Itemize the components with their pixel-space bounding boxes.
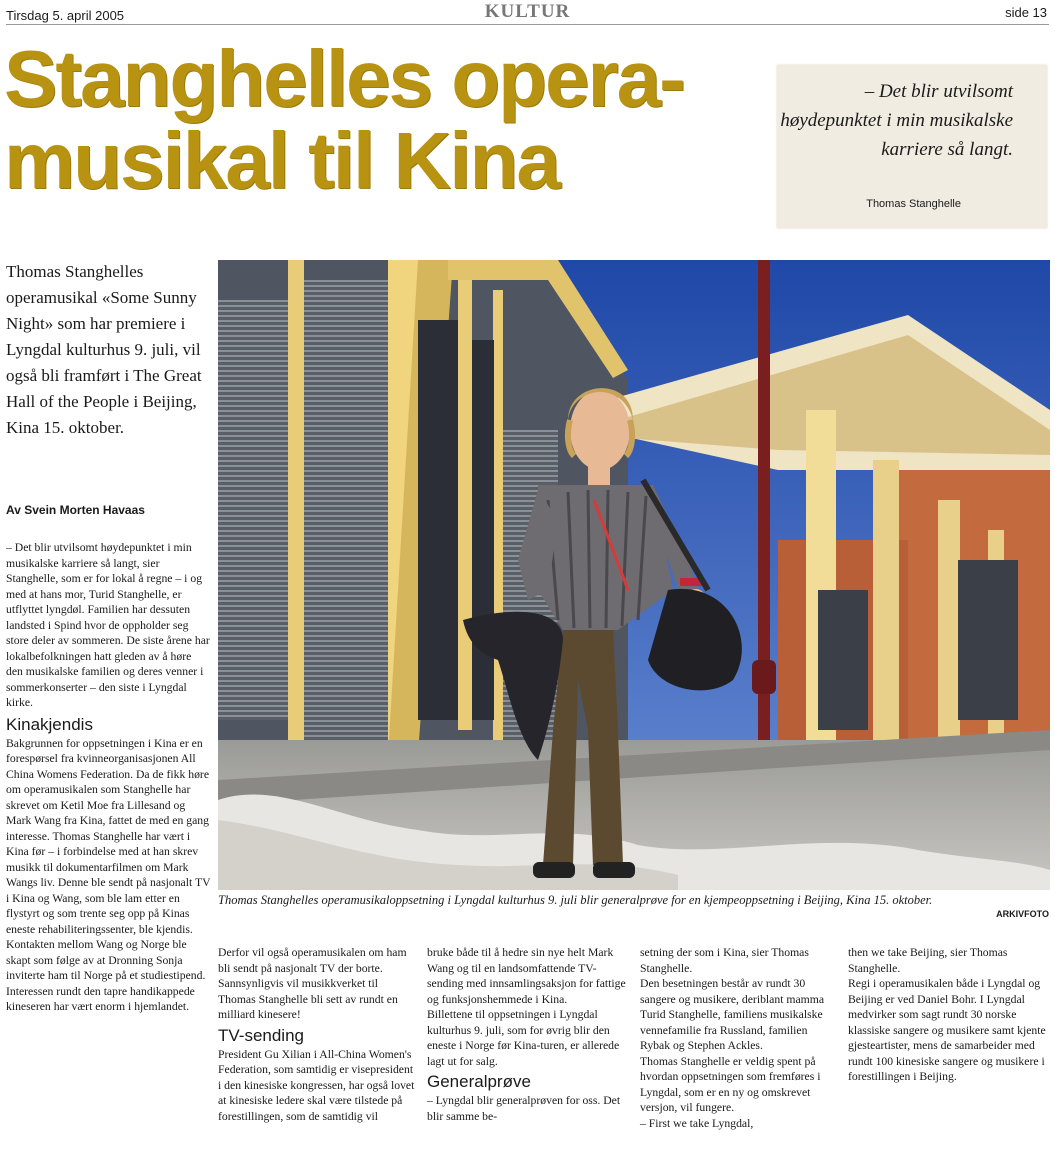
body-paragraph: Thomas Stanghelle er veldig spent på hvordan oppsetningen som fremføres i Lyngdal, som er en ny og omskrevet versjon, vil fungere. bbox=[640, 1054, 821, 1114]
body-column-5 bbox=[848, 945, 1048, 1085]
headline-line-1: Stanghelles opera- bbox=[4, 34, 684, 123]
body-column-4 bbox=[640, 945, 840, 1131]
masthead bbox=[0, 0, 1055, 28]
subhead-kinakjendis: Kinakjendis bbox=[6, 714, 93, 734]
photo-illustration bbox=[218, 260, 1050, 890]
article-intro: Thomas Stanghelles operamusikal «Some Sunny Night» som har premiere i Lyngdal kulturhus 9. juli, vil også bli framført i The Great Hall of the People i Beijing, Kina 15. oktober. bbox=[6, 262, 202, 437]
body-paragraph: Kontakten mellom Wang og Norge ble skapt som følge av at Dronning Sonja inviterte ham til Norge på et studiestipend. Interessen rundt den tapre handikappede kineseren har vært enorm i hjemlandet. bbox=[6, 938, 206, 1013]
body-paragraph: – Lyngdal blir generalprøven for oss. Det blir samme be- bbox=[427, 1094, 621, 1123]
subhead-tv-sending: TV-sending bbox=[218, 1025, 304, 1045]
issue-date: Tirsdag 5. april 2005 bbox=[6, 8, 125, 23]
byline: Av Svein Morten Havaas bbox=[6, 503, 145, 517]
masthead-rule bbox=[6, 24, 1049, 25]
article-photo bbox=[218, 260, 1050, 890]
pull-quote bbox=[777, 65, 1047, 228]
body-paragraph: Billettene til oppsetningen i Lyngdal kulturhus 9. juli, som for øvrig blir den eneste i Norge før Kina-turen, er allerede lagt ut for salg. bbox=[427, 1008, 620, 1068]
body-paragraph: – Det blir utvilsomt høydepunktet i min musikalske karriere så langt, sier Stanghelle, som er for lokal å regne – i og med at hans mor, Turid Stanghelle, er utflyttet lyngdøl. Familien har dessuten landsted i Spind hvor de oppholder seg store deler av sommeren. De siste årene har lokalbefolkningen hatt gleden av å høre den musikalske familien og deres venner i sommerkonserter – den siste i Lyngdal kirke. bbox=[6, 541, 210, 709]
body-paragraph: Den besetningen består av rundt 30 sangere og musikere, deriblant mamma Turid Stanghelle, familiens musikalske vennefamilie fra Russland, familien Rybak og Stephen Ackles. bbox=[640, 977, 825, 1052]
body-paragraph: – First we take Lyngdal, bbox=[640, 1116, 754, 1130]
body-paragraph: Derfor vil også operamusikalen om ham bli sendt på nasjonalt TV der borte. Sannsynligvis vil musikkverket til Thomas Stanghelle bli sett av rundt en milliard kinesere! bbox=[218, 946, 407, 1021]
photo-credit: ARKIVFOTO bbox=[996, 909, 1049, 919]
body-paragraph: President Gu Xilian i All-China Women's Federation, som samtidig er visepresident i den kinesiske kongressen, har også lovet at kinesiske ledere skal være tilstede på forestillingen, som de samtidig vil bbox=[218, 1047, 415, 1123]
pull-quote-author: Thomas Stanghelle bbox=[866, 198, 961, 210]
photo-caption: Thomas Stanghelles operamusikaloppsetning i Lyngdal kulturhus 9. juli blir generalprøve for en kjempeoppsetning i Beijing, Kina 15. oktober. bbox=[218, 893, 933, 907]
subhead-generalprove: Generalprøve bbox=[427, 1072, 531, 1091]
body-paragraph: Bakgrunnen for oppsetningen i Kina er en forespørsel fra kvinneorganisasjonen All China Womens Federation. Da de fikk høre om operamusikalen som Stanghelle har skrevet om Ketil Moe fra Lillesand og Mark Wang fra Kina, fattet de med en gang interesse. Thomas Stanghelle har vært i Kina før – i forbindelse med at han skrev musikk til dokumentarfilmen om Mark Wangs liv. Denne ble sendt på nasjonalt TV i Kina og Wang, som ble lam etter en flystyrt og som trente seg opp på Kinas eneste rehabiliteringssenter, ble kjendis. bbox=[6, 736, 211, 936]
pull-quote-text: – Det blir utvilsomt høydepunktet i min musikalske karriere så langt. bbox=[780, 81, 1013, 160]
body-column-1 bbox=[6, 540, 211, 1015]
body-paragraph: then we take Beijing, sier Thomas Stanghelle. bbox=[848, 946, 1008, 975]
headline bbox=[4, 34, 774, 205]
body-paragraph: setning der som i Kina, sier Thomas Stanghelle. bbox=[640, 946, 809, 975]
body-column-3 bbox=[427, 945, 627, 1124]
page-number: side 13 bbox=[1005, 5, 1047, 20]
body-column-2 bbox=[218, 945, 418, 1124]
body-paragraph: Regi i operamusikalen både i Lyngdal og Beijing er ved Daniel Bohr. I Lyngdal medvirker som sagt rundt 30 norske klassiske sangere og musikere samt kjente gjesteartister, mens de samarbeider med rundt 100 kinesiske sangere og musikere i forestillingen i Beijing. bbox=[848, 977, 1046, 1083]
body-paragraph: bruke både til å hedre sin nye helt Mark Wang og til en landsomfattende TV-sending med innsamlingsaksjon for fattige og funksjonshemmede i Kina. bbox=[427, 946, 626, 1006]
headline-line-2: musikal til Kina bbox=[4, 116, 559, 205]
section-name: KULTUR bbox=[484, 1, 571, 22]
